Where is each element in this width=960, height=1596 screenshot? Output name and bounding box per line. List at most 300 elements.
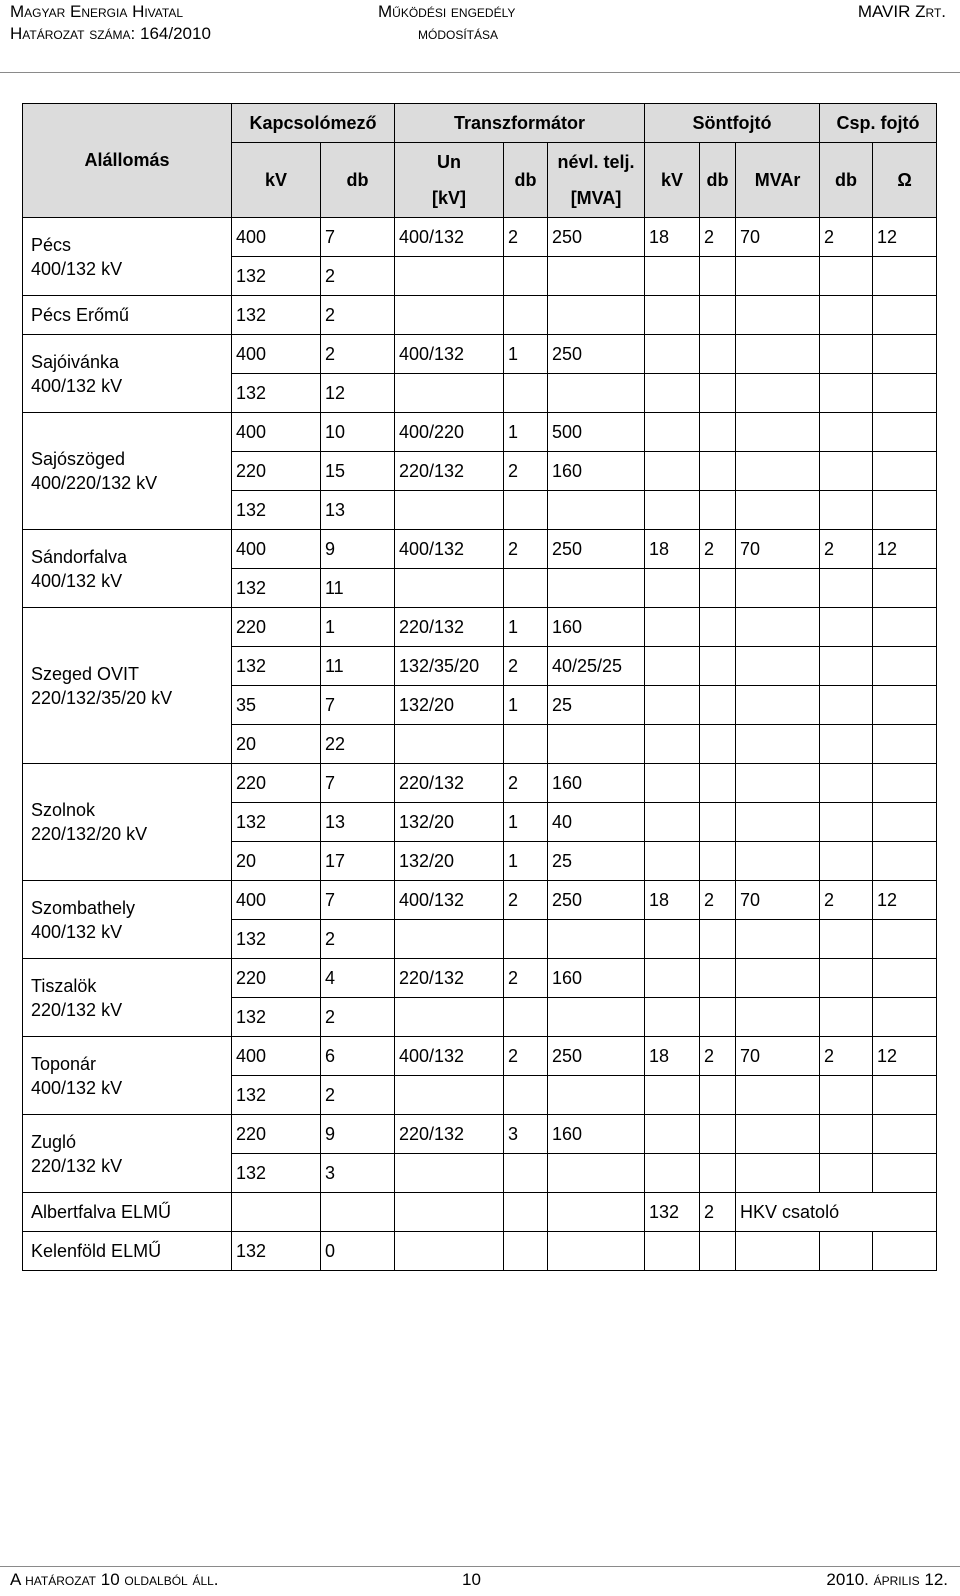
cell-un: 220/132: [395, 608, 504, 647]
cell-c-ohm: [873, 920, 937, 959]
cell-c-ohm: [873, 686, 937, 725]
cell-c-ohm: [873, 569, 937, 608]
station-voltage: 400/132 kV: [31, 258, 123, 279]
cell-nevl: 25: [548, 686, 645, 725]
cell-db: 22: [321, 725, 395, 764]
cell-s-mvar: [736, 569, 820, 608]
cell-s-kv: [645, 1232, 700, 1271]
cell-s-db: [700, 647, 736, 686]
cell-db: 2: [321, 335, 395, 374]
cell-nevl: 40: [548, 803, 645, 842]
cell-tr-db: [504, 998, 548, 1037]
cell-c-ohm: [873, 257, 937, 296]
station-name: Szombathely: [31, 897, 136, 918]
table-row: [23, 1037, 937, 1076]
cell-c-db: [820, 257, 873, 296]
cell-s-db: 2: [700, 881, 736, 920]
station-voltage: 220/132/35/20 kV: [31, 687, 173, 708]
cell-kv: 132: [232, 1154, 321, 1193]
cell-kv: 400: [232, 335, 321, 374]
cell-db: 9: [321, 530, 395, 569]
cell-c-db: [820, 959, 873, 998]
cell-nevl: [548, 1232, 645, 1271]
cell-tr-db: 1: [504, 335, 548, 374]
station-name: Pécs: [31, 234, 72, 255]
cell-kv: 20: [232, 725, 321, 764]
station-name: Zugló: [31, 1131, 77, 1152]
cell-s-db: [700, 452, 736, 491]
cell-c-ohm: [873, 725, 937, 764]
cell-un: 400/220: [395, 413, 504, 452]
cell-s-mvar: [736, 842, 820, 881]
cell-un: [395, 725, 504, 764]
station-voltage: 220/132 kV: [31, 999, 123, 1020]
cell-db: 13: [321, 803, 395, 842]
cell-c-ohm: [873, 647, 937, 686]
cell-c-db: 2: [820, 530, 873, 569]
cell-tr-db: [504, 725, 548, 764]
header-authority-text: Magyar Energia Hivatal: [10, 2, 184, 21]
subheader-nevl-unit: [MVA]: [570, 188, 622, 208]
cell-c-ohm: [873, 1232, 937, 1271]
cell-c-db: [820, 1076, 873, 1115]
subheader-kv: kV: [232, 143, 321, 218]
footer-page-count: A határozat 10 oldalból áll.: [10, 1570, 219, 1589]
cell-s-mvar: [736, 959, 820, 998]
cell-c-ohm: [873, 491, 937, 530]
cell-tr-db: 1: [504, 608, 548, 647]
cell-c-db: [820, 1154, 873, 1193]
cell-c-db: [820, 296, 873, 335]
cell-c-db: [820, 608, 873, 647]
station-name: Toponár: [31, 1053, 97, 1074]
cell-kv: 132: [232, 803, 321, 842]
cell-db: 0: [321, 1232, 395, 1271]
cell-c-ohm: [873, 1154, 937, 1193]
cell-db: 6: [321, 1037, 395, 1076]
subheader-s-kv: kV: [645, 143, 700, 218]
cell-s-mvar: 70: [736, 881, 820, 920]
cell-nevl: [548, 1154, 645, 1193]
cell-nevl: 160: [548, 959, 645, 998]
station-name: Sajószöged: [31, 449, 126, 469]
cell-un: 220/132: [395, 452, 504, 491]
cell-db: 12: [321, 374, 395, 413]
cell-s-kv: [645, 920, 700, 959]
cell-nevl: 160: [548, 452, 645, 491]
cell-s-mvar: [736, 647, 820, 686]
cell-s-kv: [645, 959, 700, 998]
cell-un: 400/132: [395, 218, 504, 257]
cell-tr-db: [504, 920, 548, 959]
cell-un: 132/20: [395, 686, 504, 725]
header-rule: [0, 72, 960, 73]
cell-nevl: [548, 569, 645, 608]
cell-s-mvar: [736, 413, 820, 452]
station-cell: [23, 881, 232, 959]
cell-tr-db: 2: [504, 959, 548, 998]
cell-kv: 132: [232, 257, 321, 296]
cell-s-mvar: 70: [736, 218, 820, 257]
table-row: [23, 296, 937, 335]
cell-c-db: [820, 842, 873, 881]
cell-c-ohm: [873, 452, 937, 491]
cell-c-ohm: [873, 1076, 937, 1115]
cell-c-ohm: [873, 842, 937, 881]
cell-nevl: [548, 491, 645, 530]
group-header-row: [23, 104, 937, 143]
cell-s-db: 2: [700, 530, 736, 569]
cell-s-mvar: [736, 686, 820, 725]
cell-s-db: [700, 1232, 736, 1271]
cell-un: [395, 920, 504, 959]
cell-kv: [232, 1193, 321, 1232]
cell-nevl: [548, 374, 645, 413]
table-row: [23, 1193, 937, 1232]
cell-db: 2: [321, 1076, 395, 1115]
cell-s-kv: [645, 335, 700, 374]
station-name: Tiszalök: [31, 975, 97, 996]
cell-un: [395, 491, 504, 530]
station-name: Albertfalva ELMŰ: [31, 1202, 172, 1222]
cell-s-kv: 18: [645, 530, 700, 569]
cell-nevl: 250: [548, 1037, 645, 1076]
cell-s-mvar: [736, 920, 820, 959]
cell-c-db: [820, 569, 873, 608]
cell-c-ohm: 12: [873, 1037, 937, 1076]
cell-kv: 220: [232, 1115, 321, 1154]
subheader-un: [395, 143, 504, 218]
cell-s-kv: [645, 647, 700, 686]
cell-kv: 220: [232, 959, 321, 998]
cell-s-kv: [645, 608, 700, 647]
subheader-db: db: [321, 143, 395, 218]
cell-c-db: [820, 1232, 873, 1271]
cell-tr-db: 2: [504, 218, 548, 257]
cell-s-db: [700, 920, 736, 959]
cell-c-ohm: [873, 413, 937, 452]
station-cell: [23, 764, 232, 881]
cell-c-db: [820, 335, 873, 374]
cell-tr-db: 1: [504, 686, 548, 725]
header-authority: [10, 0, 183, 24]
cell-c-db: [820, 1115, 873, 1154]
table-row: [23, 218, 937, 257]
cell-s-mvar: [736, 725, 820, 764]
cell-s-kv: 18: [645, 1037, 700, 1076]
station-cell: [23, 413, 232, 530]
station-voltage: 220/132 kV: [31, 1155, 123, 1176]
cell-kv: 220: [232, 452, 321, 491]
cell-kv: 220: [232, 608, 321, 647]
header-licence-text: Működési engedély: [378, 2, 516, 21]
cell-c-db: [820, 686, 873, 725]
cell-kv: 132: [232, 1232, 321, 1271]
subheader-c-db: db: [820, 143, 873, 218]
cell-tr-db: [504, 374, 548, 413]
header-resolution-text: Határozat száma: 164/2010: [10, 24, 211, 43]
cell-s-db: [700, 842, 736, 881]
cell-s-db: [700, 296, 736, 335]
cell-s-db: [700, 569, 736, 608]
cell-s-mvar: [736, 998, 820, 1037]
cell-s-mvar: 70: [736, 530, 820, 569]
cell-un: 132/20: [395, 803, 504, 842]
cell-tr-db: [504, 1232, 548, 1271]
cell-s-kv: [645, 569, 700, 608]
cell-s-kv: [645, 803, 700, 842]
cell-c-ohm: [873, 335, 937, 374]
cell-kv: 400: [232, 413, 321, 452]
header-company: [858, 0, 946, 24]
subheader-un-label: Un: [437, 152, 461, 172]
station-voltage: 400/132 kV: [31, 921, 123, 942]
header-sontfojto: Söntfojtó: [645, 104, 820, 143]
subheader-c-ohm: Ω: [873, 143, 937, 218]
cell-s-mvar: [736, 764, 820, 803]
cell-nevl: 250: [548, 218, 645, 257]
header-company-text: MAVIR Zrt.: [857, 2, 946, 21]
cell-c-ohm: [873, 764, 937, 803]
cell-s-db: [700, 1115, 736, 1154]
cell-un: 132/20: [395, 842, 504, 881]
cell-s-kv: [645, 296, 700, 335]
cell-tr-db: 1: [504, 413, 548, 452]
station-cell: [23, 1037, 232, 1115]
cell-c-ohm: [873, 296, 937, 335]
subheader-un-unit: [kV]: [431, 188, 466, 208]
cell-un: 400/132: [395, 1037, 504, 1076]
cell-db: 7: [321, 881, 395, 920]
cell-tr-db: 2: [504, 764, 548, 803]
cell-kv: 132: [232, 491, 321, 530]
cell-s-mvar: [736, 803, 820, 842]
table-row: [23, 608, 937, 647]
cell-kv: 132: [232, 569, 321, 608]
station-cell: [23, 608, 232, 764]
subheader-s-mvar: MVAr: [736, 143, 820, 218]
cell-un: [395, 1154, 504, 1193]
cell-nevl: 25: [548, 842, 645, 881]
cell-nevl: [548, 998, 645, 1037]
cell-tr-db: [504, 1154, 548, 1193]
cell-un: 400/132: [395, 530, 504, 569]
cell-s-kv: 18: [645, 218, 700, 257]
cell-un: [395, 569, 504, 608]
footer-rule: [0, 1566, 960, 1567]
cell-s-kv: 132: [645, 1193, 700, 1232]
station-name: Pécs Erőmű: [31, 305, 130, 325]
cell-nevl: 250: [548, 335, 645, 374]
cell-s-kv: [645, 374, 700, 413]
cell-s-kv: [645, 725, 700, 764]
footer-date: 2010. április 12.: [826, 1570, 948, 1589]
cell-s-mvar: [736, 452, 820, 491]
cell-s-mvar: [736, 257, 820, 296]
cell-nevl: 250: [548, 530, 645, 569]
cell-nevl: [548, 725, 645, 764]
substation-table: [22, 103, 937, 1271]
cell-c-ohm: [873, 959, 937, 998]
cell-s-db: [700, 764, 736, 803]
cell-c-ohm: [873, 998, 937, 1037]
cell-kv: 400: [232, 881, 321, 920]
station-cell: [23, 1193, 232, 1232]
cell-nevl: 40/25/25: [548, 647, 645, 686]
cell-s-mvar: 70: [736, 1037, 820, 1076]
header-csp-fojto: Csp. fojtó: [820, 104, 937, 143]
table-row: [23, 335, 937, 374]
cell-nevl: 160: [548, 1115, 645, 1154]
cell-c-ohm: 12: [873, 530, 937, 569]
cell-kv: 35: [232, 686, 321, 725]
station-voltage: 400/132 kV: [31, 1077, 123, 1098]
cell-nevl: [548, 1076, 645, 1115]
cell-s-mvar: [736, 1154, 820, 1193]
cell-tr-db: [504, 1076, 548, 1115]
cell-kv: 132: [232, 374, 321, 413]
cell-tr-db: [504, 1193, 548, 1232]
cell-tr-db: [504, 257, 548, 296]
cell-db: 9: [321, 1115, 395, 1154]
cell-un: [395, 998, 504, 1037]
subheader-tr-db: db: [504, 143, 548, 218]
cell-s-kv: [645, 452, 700, 491]
station-voltage: 400/132 kV: [31, 570, 123, 591]
cell-s-kv: [645, 686, 700, 725]
cell-nevl: 500: [548, 413, 645, 452]
cell-db: 2: [321, 257, 395, 296]
cell-c-db: [820, 413, 873, 452]
cell-nevl: [548, 920, 645, 959]
cell-c-db: [820, 647, 873, 686]
cell-s-db: [700, 491, 736, 530]
table-body: [23, 218, 937, 1271]
table-row: [23, 881, 937, 920]
cell-un: [395, 296, 504, 335]
cell-c-db: [820, 374, 873, 413]
station-cell: [23, 335, 232, 413]
cell-un: [395, 1193, 504, 1232]
station-cell: [23, 959, 232, 1037]
cell-s-db: 2: [700, 218, 736, 257]
subheader-s-db: db: [700, 143, 736, 218]
station-cell: [23, 296, 232, 335]
station-name: Szeged OVIT: [31, 663, 140, 684]
cell-db: 10: [321, 413, 395, 452]
cell-tr-db: 2: [504, 1037, 548, 1076]
cell-db: 15: [321, 452, 395, 491]
cell-c-db: [820, 998, 873, 1037]
station-cell: [23, 530, 232, 608]
header-modification-text: módosítása: [418, 24, 499, 43]
cell-tr-db: 2: [504, 881, 548, 920]
cell-un: 132/35/20: [395, 647, 504, 686]
table-row: [23, 764, 937, 803]
cell-db: 7: [321, 686, 395, 725]
cell-s-db: [700, 257, 736, 296]
cell-s-kv: [645, 764, 700, 803]
cell-un: 400/132: [395, 335, 504, 374]
cell-s-kv: [645, 998, 700, 1037]
cell-s-kv: [645, 1154, 700, 1193]
table-row: [23, 959, 937, 998]
cell-c-ohm: [873, 374, 937, 413]
station-name: Kelenföld ELMŰ: [31, 1241, 162, 1261]
cell-c-db: [820, 491, 873, 530]
cell-db: 13: [321, 491, 395, 530]
cell-un: 220/132: [395, 1115, 504, 1154]
cell-c-ohm: [873, 608, 937, 647]
cell-db: 4: [321, 959, 395, 998]
cell-db: [321, 1193, 395, 1232]
cell-un: [395, 257, 504, 296]
header-kapcsolomezo: Kapcsolómező: [232, 104, 395, 143]
cell-db: 2: [321, 998, 395, 1037]
cell-c-ohm: [873, 1115, 937, 1154]
cell-kv: 220: [232, 764, 321, 803]
cell-c-ohm: 12: [873, 881, 937, 920]
cell-c-db: 2: [820, 218, 873, 257]
cell-s-db: [700, 1076, 736, 1115]
cell-c-db: 2: [820, 1037, 873, 1076]
cell-s-kv: [645, 1115, 700, 1154]
cell-s-db: [700, 374, 736, 413]
table-row: [23, 1232, 937, 1271]
cell-un: 220/132: [395, 764, 504, 803]
cell-s-kv: [645, 413, 700, 452]
cell-db: 11: [321, 647, 395, 686]
table-row: [23, 530, 937, 569]
cell-tr-db: 1: [504, 842, 548, 881]
cell-s-kv: [645, 257, 700, 296]
cell-c-ohm: [873, 803, 937, 842]
cell-s-db: 2: [700, 1037, 736, 1076]
cell-db: 11: [321, 569, 395, 608]
cell-s-mvar: [736, 608, 820, 647]
station-voltage: 400/220/132 kV: [31, 473, 158, 493]
cell-s-db: [700, 686, 736, 725]
subheader-nevl: [548, 143, 645, 218]
cell-c-db: [820, 452, 873, 491]
cell-kv: 132: [232, 296, 321, 335]
cell-kv: 132: [232, 920, 321, 959]
cell-s-mvar: [736, 374, 820, 413]
station-cell: [23, 1232, 232, 1271]
cell-s-db: [700, 959, 736, 998]
cell-db: 2: [321, 296, 395, 335]
station-voltage: 400/132 kV: [31, 375, 123, 396]
table-row: [23, 1115, 937, 1154]
cell-kv: 400: [232, 1037, 321, 1076]
cell-un: [395, 1232, 504, 1271]
station-name: Szolnok: [31, 800, 96, 820]
cell-db: 3: [321, 1154, 395, 1193]
cell-s-db: [700, 998, 736, 1037]
cell-tr-db: 3: [504, 1115, 548, 1154]
cell-kv: 400: [232, 530, 321, 569]
cell-s-db: 2: [700, 1193, 736, 1232]
footer-page-number: 10: [462, 1570, 481, 1589]
cell-kv: 132: [232, 647, 321, 686]
cell-c-db: [820, 764, 873, 803]
cell-db: 1: [321, 608, 395, 647]
cell-nevl: 250: [548, 881, 645, 920]
cell-s-db: [700, 725, 736, 764]
cell-kv: 400: [232, 218, 321, 257]
cell-s-db: [700, 608, 736, 647]
subheader-nevl-label: névl. telj.: [557, 152, 635, 172]
